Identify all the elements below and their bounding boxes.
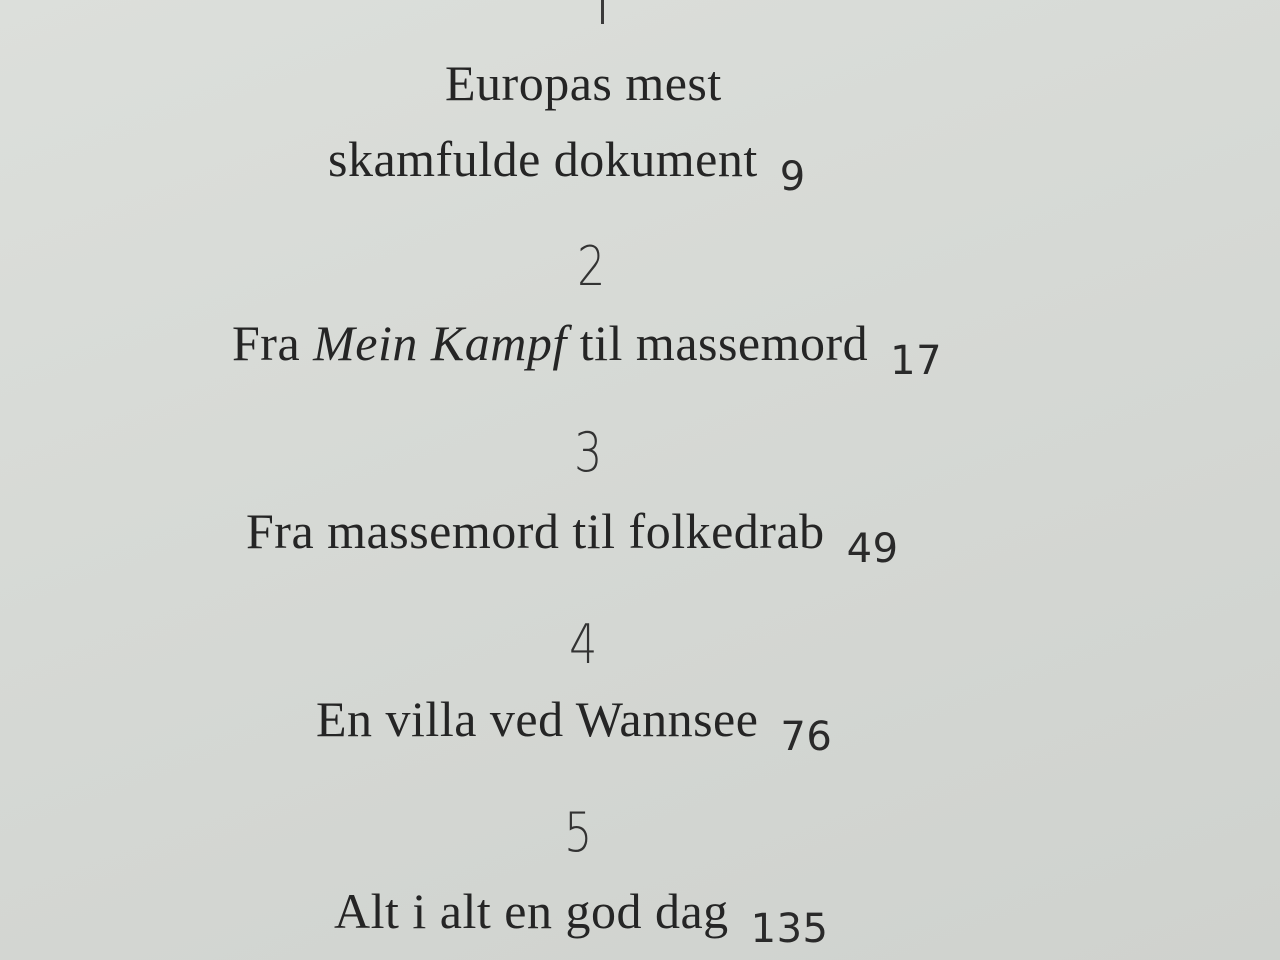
chapter-2-number: 2 — [577, 235, 606, 298]
chapter-1-number — [601, 0, 604, 24]
chapter-3-number: 3 — [574, 421, 603, 484]
chapter-3-title-text: Fra massemord til folkedrab — [246, 503, 825, 559]
chapter-2-title-italic: Mein Kampf — [313, 315, 567, 371]
chapter-2-title — [232, 315, 943, 384]
chapter-4-title-text: En villa ved Wannsee — [316, 691, 759, 747]
chapter-5-title-text: Alt i alt en god dag — [334, 883, 729, 939]
chapter-2-title-suffix: til massemord — [566, 315, 869, 371]
chapter-1-page-number: 9 — [779, 154, 806, 200]
chapter-4-number: 4 — [569, 613, 598, 676]
chapter-4-title — [316, 691, 833, 760]
chapter-5-page-number: 135 — [750, 906, 829, 952]
chapter-3-page-number: 49 — [846, 526, 899, 572]
chapter-1-title-line-2 — [328, 131, 806, 200]
chapter-2-page-number: 17 — [890, 338, 943, 384]
chapter-4-page-number: 76 — [780, 714, 833, 760]
chapter-1-title-text: skamfulde dokument — [328, 131, 758, 187]
chapter-5-title — [334, 883, 829, 952]
chapter-1-title-line-1: Europas mest — [445, 55, 722, 111]
chapter-3-title — [246, 503, 899, 572]
chapter-2-title-prefix: Fra — [232, 315, 314, 371]
chapter-5-number: 5 — [564, 801, 593, 864]
